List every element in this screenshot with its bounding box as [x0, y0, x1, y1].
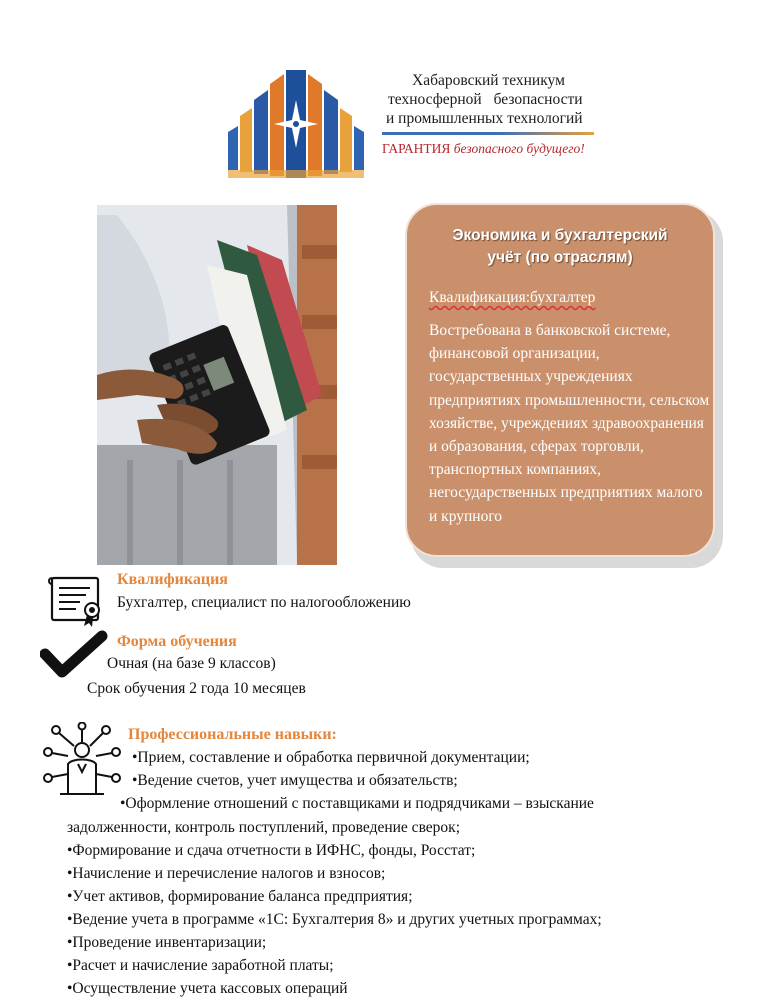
card-title-line-1: Экономика и бухгалтерский [452, 227, 668, 244]
slogan-rest: безопасного будущего! [450, 141, 585, 156]
college-logo [228, 70, 364, 182]
specialty-card [405, 203, 715, 557]
card-title [407, 225, 713, 269]
slogan [382, 141, 585, 157]
skill-item: •Оформление отношений с поставщиками и подрядчиками – взыскание [120, 795, 594, 812]
skill-item: •Осуществление учета кассовых операций [67, 980, 348, 997]
study-form-mode: Очная (на базе 9 классов) [107, 655, 276, 672]
skill-item: •Проведение инвентаризации; [67, 934, 267, 951]
skill-item: •Учет активов, формирование баланса предприятия; [67, 888, 413, 905]
study-form-duration: Срок обучения 2 года 10 месяцев [87, 680, 306, 697]
skill-item: •Формирование и сдача отчетности в ИФНС, фонды, Росстат; [67, 842, 476, 859]
org-name-line-2: техносферной безопасности [388, 91, 583, 108]
card-description: Востребована в банковской системе, финансовой организации, государственных учреждениях предприятиях промышленности, сельском хозяйстве, учреждениях здравоохранения и образования, сферах торговли, транспортных компаниях, негосударственных предприятиях малого и крупного [429, 322, 710, 525]
skill-item: •Начисление и перечисление налогов и взносов; [67, 865, 386, 882]
header-divider [382, 132, 594, 135]
skill-item: •Ведение счетов, учет имущества и обязательств; [132, 772, 458, 789]
qualification-title: Квалификация [117, 571, 228, 588]
skills-title: Профессиональные навыки: [128, 726, 337, 743]
skill-item: •Расчет и начисление заработной платы; [67, 957, 334, 974]
study-form-title: Форма обучения [117, 633, 237, 650]
skill-item: задолженности, контроль поступлений, проведение сверок; [67, 819, 461, 836]
slogan-caps: ГАРАНТИЯ [382, 141, 451, 156]
checkmark-icon [40, 630, 108, 680]
org-name-line-3: и промышленных технологий [386, 110, 583, 127]
skill-item: •Прием, составление и обработка первичной документации; [132, 749, 530, 766]
certificate-icon [46, 574, 106, 628]
card-qualification: Квалификация:бухгалтер [429, 289, 596, 306]
skill-item: •Ведение учета в программе «1С: Бухгалтерия 8» и других учетных программах; [67, 911, 602, 928]
qualification-text: Бухгалтер, специалист по налогообложению [117, 594, 411, 611]
org-name-line-1: Хабаровский техникум [412, 72, 565, 89]
card-title-line-2: учёт (по отраслям) [487, 249, 633, 266]
skills-icon [40, 722, 122, 800]
accountant-photo [97, 205, 337, 565]
